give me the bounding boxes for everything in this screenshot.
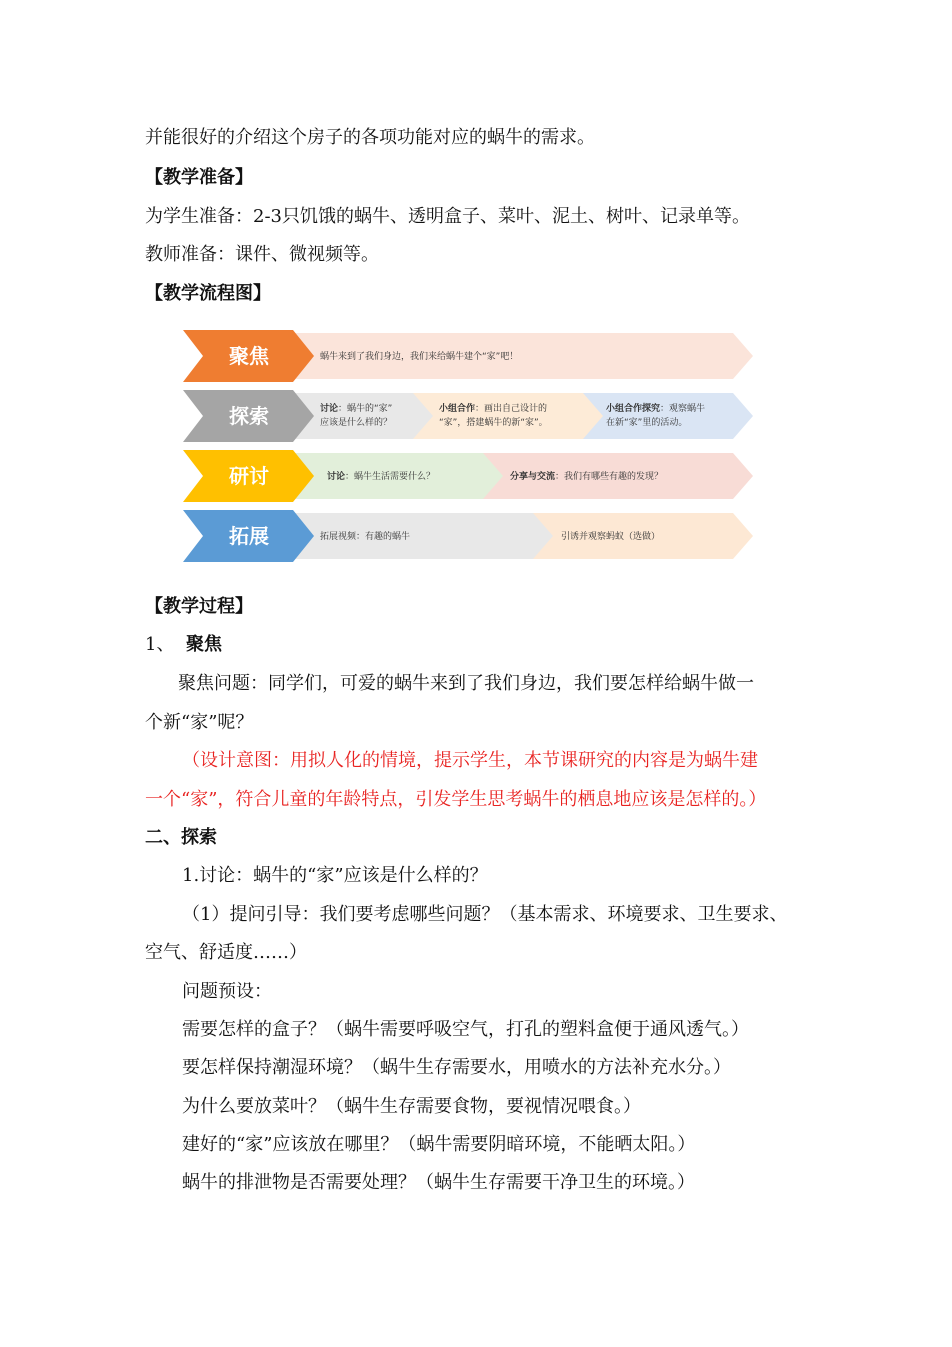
section-1-title: 聚焦: [186, 634, 222, 655]
flow-step-text: 在新“家”里的活动。: [606, 418, 688, 428]
flow-heading: 【教学流程图】: [145, 283, 271, 304]
flow-step-text: 小组合作：画出自己设计的: [439, 404, 548, 414]
section-1-paragraph: 个新“家”呢？: [145, 712, 254, 733]
flow-step-text: 拓展视频：有趣的蜗牛: [320, 532, 411, 542]
guiding-question: 空气、舒适度……）: [145, 942, 307, 963]
flow-step-text: 蜗牛来到了我们身边，我们来给蜗牛建个“家”吧！: [320, 352, 519, 362]
intro-line: 并能很好的介绍这个房子的各项功能对应的蜗牛的需求。: [145, 127, 595, 148]
guiding-question: （1）提问引导：我们要考虑哪些问题？（基本需求、环境要求、卫生要求、: [182, 904, 788, 925]
flow-label-expand: 拓展: [229, 524, 269, 548]
prep-student: 为学生准备：2-3只饥饿的蜗牛、透明盒子、菜叶、泥土、树叶、记录单等。: [145, 206, 750, 227]
flow-label-focus: 聚焦: [229, 344, 269, 368]
process-heading: 【教学过程】: [145, 596, 253, 617]
section-1-number: 1、: [145, 634, 175, 655]
flow-step-text: 小组合作探究：观察蜗牛: [606, 404, 706, 414]
prep-teacher: 教师准备：课件、微视频等。: [145, 244, 379, 265]
design-intent: 一个“家”，符合儿童的年龄特点，引发学生思考蜗牛的栖息地应该是怎样的。）: [145, 789, 767, 810]
section-1-paragraph: 聚焦问题：同学们，可爱的蜗牛来到了我们身边，我们要怎样给蜗牛做一: [178, 673, 754, 694]
flow-step-text: 讨论：蜗牛的“家”: [320, 404, 393, 414]
prep-heading: 【教学准备】: [145, 167, 253, 188]
teaching-flowchart: [183, 330, 755, 562]
section-2-title: 二、探索: [145, 827, 217, 848]
list-item: 蜗牛的排泄物是否需要处理？（蜗牛生存需要干净卫生的环境。）: [182, 1172, 695, 1193]
flow-label-discuss: 研讨: [229, 464, 269, 488]
list-item: 要怎样保持潮湿环境？（蜗牛生存需要水，用喷水的方法补充水分。）: [182, 1057, 731, 1078]
list-item: 为什么要放菜叶？（蜗牛生存需要食物，要视情况喂食。）: [182, 1096, 641, 1117]
flow-step-text: 分享与交流：我们有哪些有趣的发现？: [510, 472, 664, 482]
flow-label-explore: 探索: [229, 404, 269, 428]
flow-step-text: 讨论：蜗牛生活需要什么？: [327, 472, 436, 482]
preset-heading: 问题预设：: [182, 981, 272, 1002]
flow-step-text: 应该是什么样的？: [320, 418, 393, 428]
flow-step-bg: [411, 393, 603, 439]
flow-step-text: “家”，搭建蜗牛的新“家”。: [439, 418, 548, 428]
design-intent: （设计意图：用拟人化的情境，提示学生，本节课研究的内容是为蜗牛建: [182, 750, 758, 771]
list-item: 需要怎样的盒子？（蜗牛需要呼吸空气，打孔的塑料盒便于通风透气。）: [182, 1019, 749, 1040]
flow-step-text: 引诱并观察蚂蚁（选做）: [561, 532, 661, 542]
discussion-question: 1.讨论：蜗牛的“家”应该是什么样的？: [182, 865, 488, 886]
list-item: 建好的“家”应该放在哪里？（蜗牛需要阴暗环境，不能晒太阳。）: [182, 1134, 696, 1155]
